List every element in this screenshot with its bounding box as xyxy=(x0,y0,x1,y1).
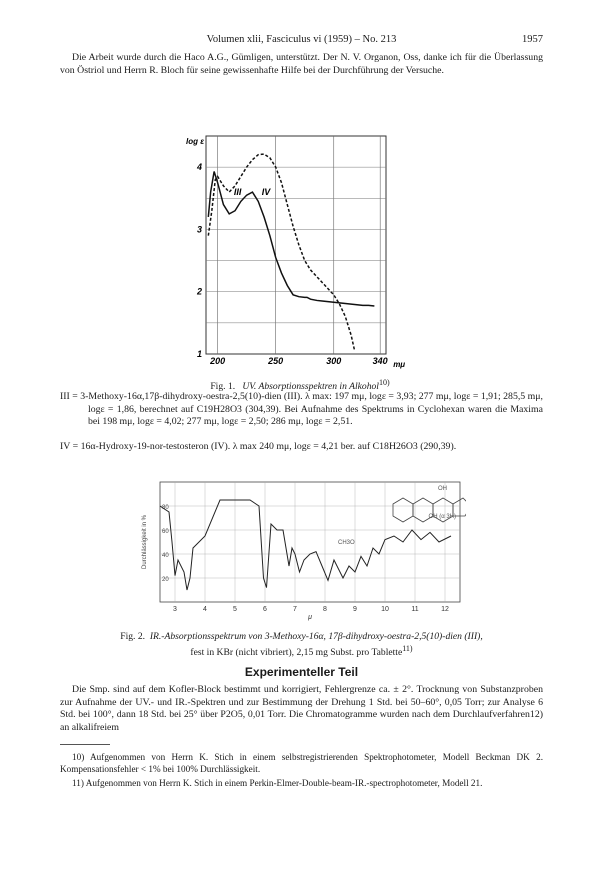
fig1-legend-iv: IV = 16α-Hydroxy-19-nor-testosteron (IV). λ max 240 mμ, logε = 4,21 ber. auf C18H26O3 (290,39). xyxy=(60,441,457,452)
fig2-struct-ch3o: CH3O xyxy=(338,540,355,546)
fig2-struct-oh2: OH (α 3H) xyxy=(428,514,456,520)
fig1-y-tick: 4 xyxy=(196,162,202,173)
fig1-legend-iii: III = 3-Methoxy-16α,17β-dihydroxy-oestra-2,5(10)-dien (III). λ max: 197 mμ, logε = 3,93; 277 mμ, logε = 1,91; 285,5 mμ, logε = 1,86, berechnet auf C19H28O3 (304,39). Bei Aufnahme des Spektrums in Cyclohexan waren die Maxima bei 198 mμ, logε = 4,02; 277 mμ, logε = 2,50; 286 mμ, logε = 2,51. xyxy=(60,391,543,428)
fig2-caption-line2: fest in KBr (nicht vibriert), 2,15 mg Subst. pro Tablette xyxy=(190,647,403,659)
fig2-x-tick: 3 xyxy=(173,606,177,613)
fig1-x-tick: 300 xyxy=(326,356,342,366)
experimental-paragraph: Die Smp. sind auf dem Kofler-Block bestimmt und korrigiert, Fehlergrenze ca. ± 2°. Trocknung von Substanzproben zur Aufnahme der UV.- und IR.-Spektren und zur Bestimmung der Drehung 1 Std. bei 50–60°, 0,05 Torr; zur Analyse 6 Std. bei 100°, dann 18 Std. bei 25° über P2O5, 0,01 Torr. Die Chromatogramme wurden nach dem Durchlaufverfahren12) an alkalifreiem xyxy=(60,684,543,733)
fig1-y-tick: 1 xyxy=(196,349,202,359)
fig2-grid xyxy=(160,482,460,602)
fig1-curve-label-iv: IV xyxy=(261,187,271,198)
fig2-y-tick: 40 xyxy=(162,553,169,559)
footnote-11: 11) Aufgenommen von Herrn K. Stich in einem Perkin-Elmer-Double-beam-IR.-spectrophotometer, Modell 21. xyxy=(72,778,483,788)
fig2-x-tick: 8 xyxy=(323,606,327,613)
fig2-y-tick: 20 xyxy=(162,577,169,583)
fig2-x-tick: 4 xyxy=(203,606,207,613)
fig1-caption-number: Fig. 1. xyxy=(210,381,236,393)
fig2-caption-text: IR.-Absorptionsspektrum von 3-Methoxy-16α, 17β-dihydroxy-oestra-2,5(10)-dien (III), xyxy=(149,631,483,642)
fig2-x-tick: 5 xyxy=(233,606,237,613)
fig1-y-tick: 3 xyxy=(196,224,202,235)
fig1-series-line-iv xyxy=(208,154,354,351)
fig2-spectrum-line xyxy=(160,500,451,590)
fig2-y-tick: 60 xyxy=(162,529,169,535)
fig1-caption-text: UV. Absorptionsspektren in Alkohol xyxy=(242,381,379,393)
footnote-10: 10) Aufgenommen von Herrn K. Stich in einem selbstregistrierenden Spektrophotometer, Modell Beckman DK 2. Kompensationsfehler < 1% bei 100% Durchlässigkeit. xyxy=(60,752,543,775)
fig1-frame xyxy=(206,136,386,354)
intro-paragraph: Die Arbeit wurde durch die Haco A.G., Gümligen, unterstützt. Der N. V. Organon, Oss, danke ich für die Überlassung von Östriol und Herrn R. Bloch für seine gewissenhafte Hilfe bei der Durchführung der Versuche. xyxy=(60,52,543,76)
fig1-series xyxy=(208,154,374,351)
fig1-caption-ref: 10) xyxy=(378,378,390,387)
fig2-x-tick: 6 xyxy=(263,606,267,613)
fig1-y-axis-label: log ε xyxy=(186,137,205,146)
fig2-caption-number: Fig. 2. xyxy=(120,631,146,642)
fig2-x-unit: μ xyxy=(308,614,312,621)
fig2-series xyxy=(160,500,451,590)
fig1-uv-chart xyxy=(176,124,426,374)
fig1-x-tick: 200 xyxy=(210,356,226,366)
fig2-x-tick: 12 xyxy=(441,606,449,613)
fig1-x-tick: 250 xyxy=(268,356,284,366)
footnote-rule xyxy=(60,744,110,745)
fig2-y-tick: 80 xyxy=(162,505,169,511)
section-title: Experimenteller Teil xyxy=(244,665,359,679)
fig2-x-tick: 11 xyxy=(411,606,419,613)
fig2-caption xyxy=(60,631,543,659)
journal-title: Volumen xlii, Fasciculus vi (1959) – No. 213 xyxy=(206,34,397,45)
page-number: 1957 xyxy=(522,34,543,45)
fig2-y-axis-label: Durchlässigkeit in % xyxy=(142,514,148,570)
fig1-grid xyxy=(206,136,386,354)
fig1-x-tick: 340 xyxy=(372,356,388,366)
fig1-x-unit: mμ xyxy=(393,360,406,369)
fig2-x-tick: 10 xyxy=(381,606,389,613)
fig2-struct-oh: OH xyxy=(438,486,447,492)
fig2-x-tick: 9 xyxy=(353,606,357,613)
fig2-ir-chart xyxy=(138,476,466,626)
fig2-caption-ref: 11) xyxy=(402,644,413,653)
fig2-x-tick: 7 xyxy=(293,606,297,613)
fig1-labels xyxy=(186,137,405,369)
fig1-y-tick: 2 xyxy=(196,286,202,297)
fig1-curve-label-iii: III xyxy=(233,187,242,198)
